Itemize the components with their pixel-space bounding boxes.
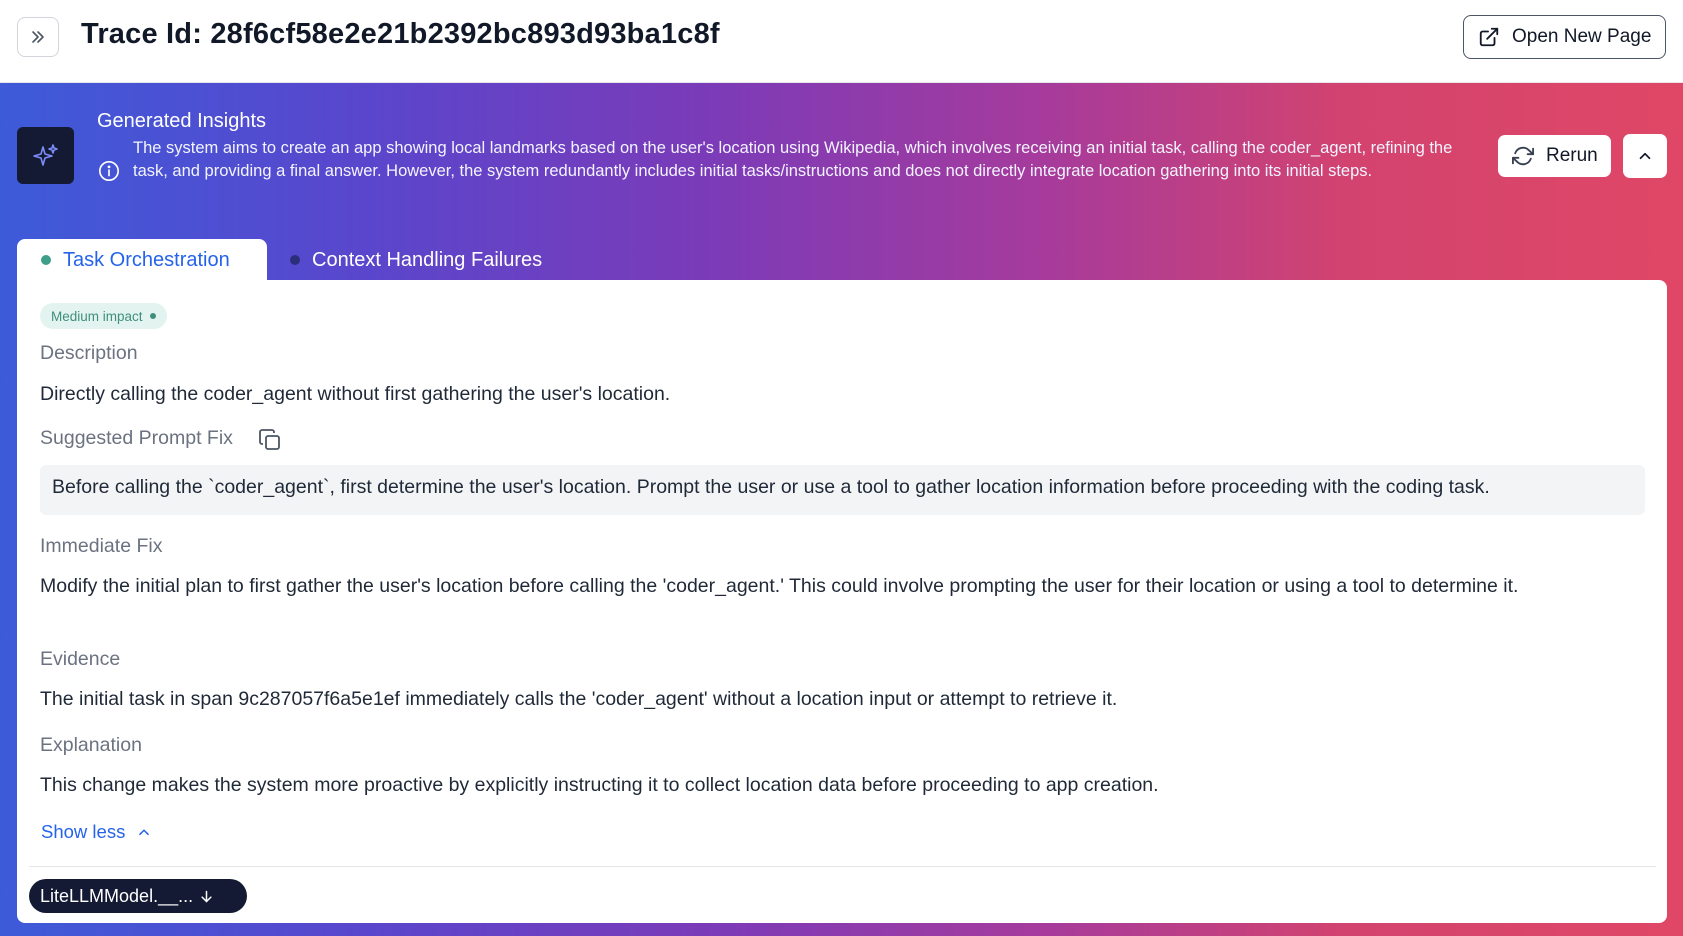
rerun-label: Rerun (1546, 145, 1598, 166)
impact-badge (40, 303, 167, 329)
explanation-heading: Explanation (40, 734, 142, 756)
rerun-button[interactable] (1498, 135, 1611, 177)
immediate-fix-heading: Immediate Fix (40, 535, 163, 557)
tab-label: Task Orchestration (63, 248, 230, 271)
show-less-label: Show less (41, 821, 126, 842)
impact-badge-label: Medium impact (51, 308, 143, 324)
chevron-up-icon (137, 825, 151, 839)
suggested-fix-box: Before calling the `coder_agent`, first determine the user's location. Prompt the user or use a tool to gather location information before proceeding with the coding task. (40, 465, 1645, 515)
page-title: Trace Id: 28f6cf58e2e21b2392bc893d93ba1c8f (81, 18, 720, 50)
insights-title: Generated Insights (97, 110, 266, 132)
expand-sidebar-button[interactable] (17, 17, 59, 57)
model-chip-label: LiteLLMModel.__... (40, 885, 194, 906)
refresh-icon (1512, 145, 1534, 167)
divider (29, 866, 1656, 867)
tab-context-handling-failures[interactable] (280, 239, 542, 281)
insights-summary: The system aims to create an app showing local landmarks based on the user's location using Wikipedia, which involves receiving an initial task, calling the coder_agent, refining the task, and providing a final answer. However, the system redundantly includes initial tasks/instructions and does not directly integrate location gathering into its initial steps. (133, 139, 1453, 180)
status-dot (290, 255, 300, 265)
suggested-fix-heading: Suggested Prompt Fix (40, 427, 233, 449)
evidence-heading: Evidence (40, 648, 121, 670)
arrow-down-icon (199, 889, 214, 904)
description-text: Directly calling the coder_agent without first gathering the user's location. (40, 383, 671, 405)
tab-task-orchestration[interactable] (17, 239, 267, 281)
evidence-text: The initial task in span 9c287057f6a5e1ef immediately calls the 'coder_agent' without a location input or attempt to retrieve it. (40, 688, 1118, 710)
impact-dot (150, 313, 156, 319)
collapse-insights-button[interactable] (1623, 134, 1667, 178)
explanation-text: This change makes the system more proactive by explicitly instructing it to collect location data before proceeding to app creation. (40, 774, 1159, 796)
description-heading: Description (40, 342, 138, 364)
show-less-button[interactable] (41, 821, 151, 843)
top-header (0, 0, 1683, 83)
open-new-page-button[interactable] (1463, 15, 1666, 59)
double-chevron-right-icon (30, 29, 46, 45)
info-icon (98, 160, 120, 182)
chevron-up-icon (1636, 147, 1654, 165)
external-link-icon (1478, 26, 1500, 48)
model-chip[interactable] (29, 879, 247, 913)
tab-label: Context Handling Failures (312, 248, 543, 271)
status-dot (41, 255, 51, 265)
failure-detail-card (17, 280, 1667, 923)
copy-icon[interactable] (258, 428, 282, 452)
sparkle-icon (17, 127, 74, 184)
open-new-page-label: Open New Page (1512, 26, 1652, 47)
immediate-fix-text: Modify the initial plan to first gather the user's location before calling the 'coder_agent.' This could involve prompting the user for their location or using a tool to determine it. (40, 575, 1519, 597)
